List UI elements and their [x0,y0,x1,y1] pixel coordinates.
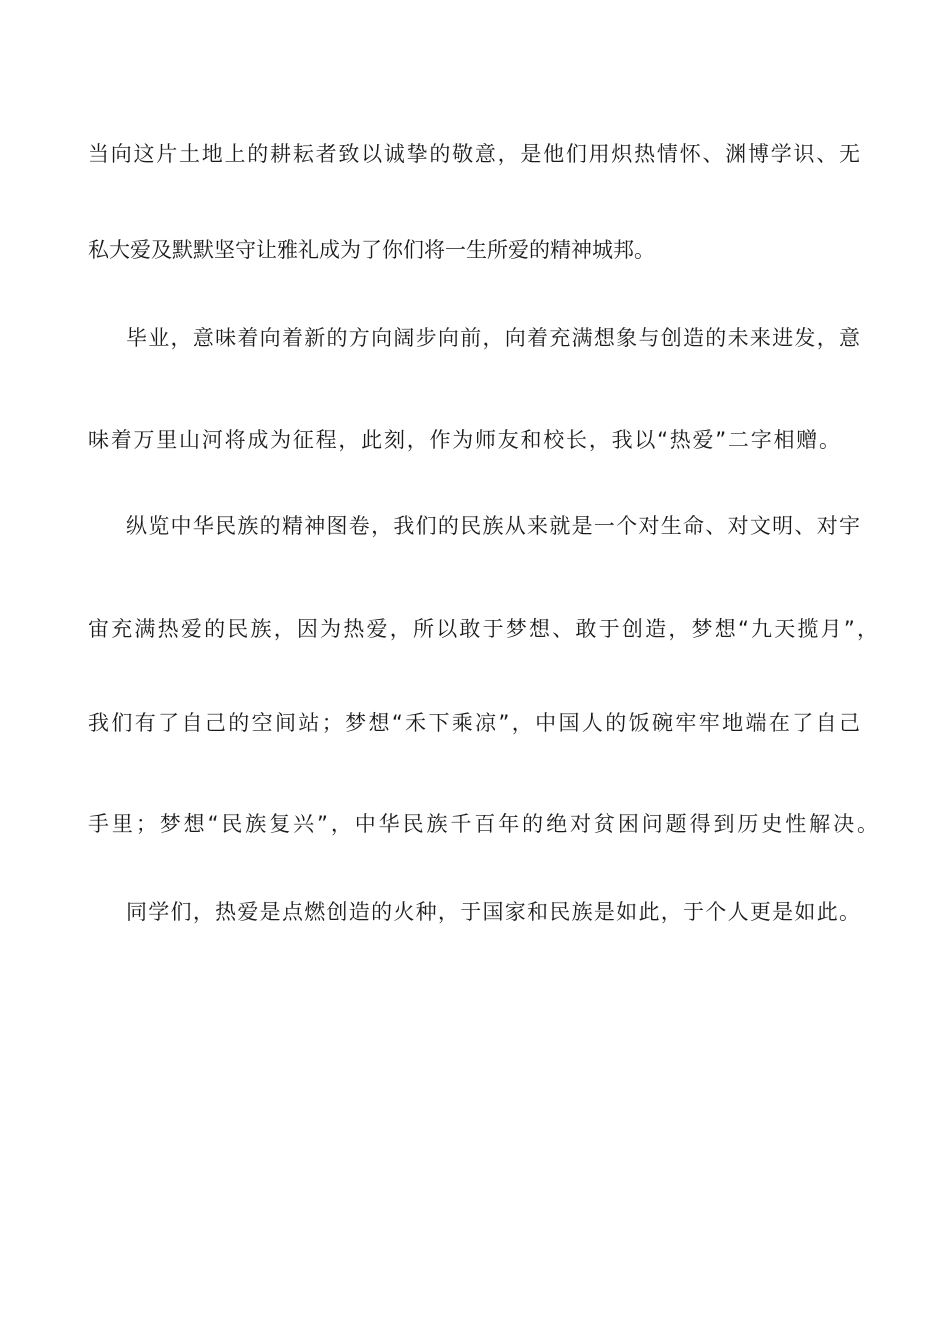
text-line: 手里；梦想“民族复兴”，中华民族千百年的绝对贫困问题得到历史性解决。 [88,812,878,836]
text-line: 味着万里山河将成为征程，此刻，作为师友和校长，我以“热爱”二字相赠。 [88,428,840,452]
text-line: 当向这片土地上的耕耘者致以诚挚的敬意，是他们用炽热情怀、渊博学识、无 [88,142,860,166]
text-line: 宙充满热爱的民族，因为热爱，所以敢于梦想、敢于创造，梦想“九天揽月”， [88,617,878,641]
text-line: 毕业，意味着向着新的方向阔步向前，向着充满想象与创造的未来进发，意 [126,326,860,350]
text-line: 私大爱及默默坚守让雅礼成为了你们将一生所爱的精神城邦。 [88,238,655,262]
text-line: 我们有了自己的空间站；梦想“禾下乘凉”，中国人的饭碗牢牢地端在了自己 [88,711,860,735]
text-line: 纵览中华民族的精神图卷，我们的民族从来就是一个对生命、对文明、对宇 [126,514,860,538]
text-line: 同学们，热爱是点燃创造的火种，于国家和民族是如此，于个人更是如此。 [126,900,860,924]
